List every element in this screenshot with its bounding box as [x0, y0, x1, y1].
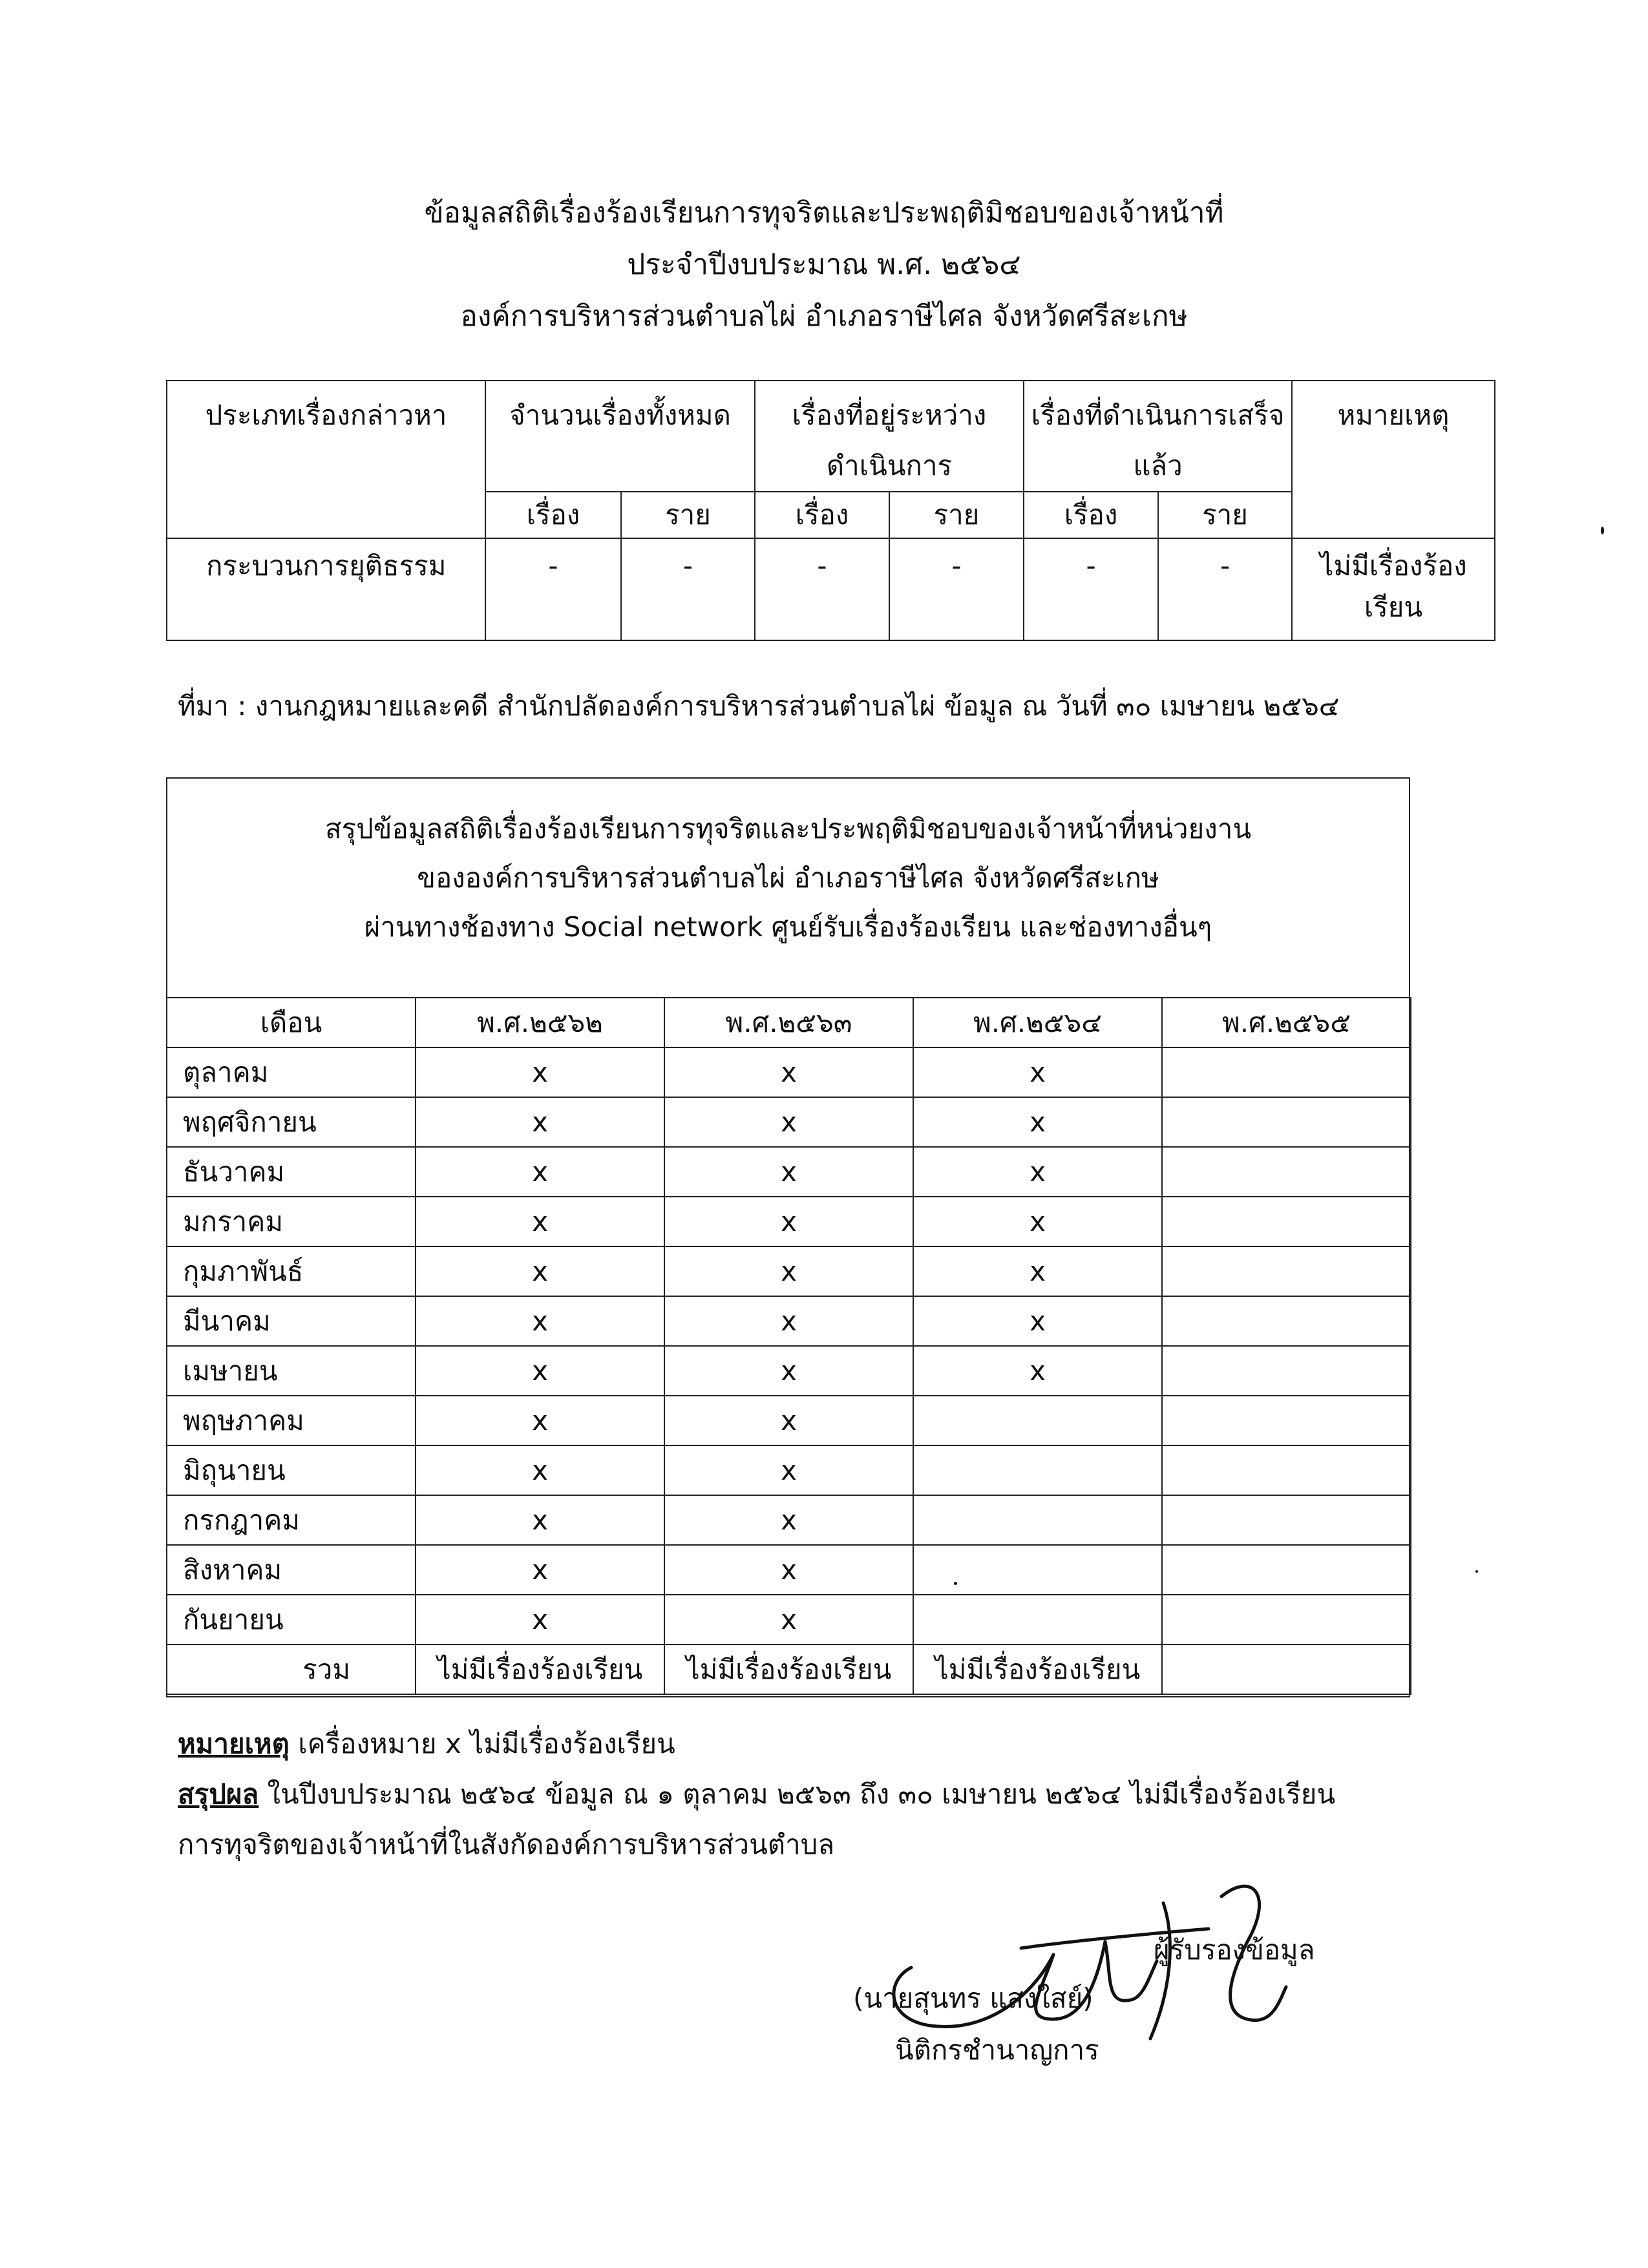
month-cell: พฤศจิกายน: [167, 1097, 416, 1147]
status-cell-2562: x: [416, 1097, 664, 1147]
status-cell-2562: x: [416, 1147, 664, 1197]
month-cell: ธันวาคม: [167, 1147, 416, 1197]
remark-line: [178, 1719, 1335, 1769]
status-cell-2563: x: [664, 1147, 913, 1197]
status-cell-2563: x: [664, 1595, 913, 1644]
document-title: [0, 187, 1648, 342]
status-cell-2563: x: [664, 1445, 913, 1495]
table-row: [167, 1296, 1411, 1346]
header-total: จำนวนเรื่องทั้งหมด: [485, 381, 755, 492]
table-row: [167, 1246, 1411, 1296]
total-row: [167, 1644, 1411, 1694]
status-cell-2563: x: [664, 1047, 913, 1097]
status-cell-2564: x: [913, 1246, 1162, 1296]
complaint-type-cell: กระบวนการยุติธรรม: [167, 538, 485, 640]
month-cell: สิงหาคม: [167, 1545, 416, 1595]
summary-title-line-2: ขององค์การบริหารส่วนตำบลไผ่ อำเภอราษีไศล จังหวัดศรีสะเกษ: [417, 862, 1159, 894]
scan-speck: [954, 1582, 957, 1585]
status-cell-2562: x: [416, 1495, 664, 1545]
status-cell-2565: [1162, 1197, 1411, 1246]
status-cell-2563: ไม่มีเรื่องร้องเรียน: [664, 1644, 913, 1694]
status-cell-2564: x: [913, 1147, 1162, 1197]
month-cell: พฤษภาคม: [167, 1396, 416, 1445]
month-cell: กันยายน: [167, 1595, 416, 1644]
table-row: [167, 1197, 1411, 1246]
monthly-summary-table: [166, 997, 1411, 1695]
month-cell: กุมภาพันธ์: [167, 1246, 416, 1296]
title-line-2: ประจำปีงบประมาณ พ.ศ. ๒๕๖๔: [627, 248, 1021, 281]
status-cell-2564: x: [913, 1197, 1162, 1246]
total-case-cell: -: [485, 538, 621, 640]
certifier-label: ผู้รับรองข้อมูล: [1154, 1934, 1315, 1966]
status-cell-2565: [1162, 1545, 1411, 1595]
status-cell-2564: [913, 1595, 1162, 1644]
status-cell-2562: x: [416, 1197, 664, 1246]
header-year-2565: พ.ศ.๒๕๖๕: [1162, 998, 1411, 1047]
done-person-cell: -: [1158, 538, 1292, 640]
title-line-3: องค์การบริหารส่วนตำบลไผ่ อำเภอราษีไศล จังหวัดศรีสะเกษ: [460, 300, 1188, 333]
table-row: [167, 1445, 1411, 1495]
status-cell-2565: [1162, 1047, 1411, 1097]
conclusion-line: [178, 1769, 1335, 1820]
header-month: เดือน: [167, 998, 416, 1047]
status-cell-2563: x: [664, 1495, 913, 1545]
status-cell-2565: [1162, 1495, 1411, 1545]
table-row: [167, 1595, 1411, 1644]
status-cell-2565: [1162, 1246, 1411, 1296]
status-cell-2564: ไม่มีเรื่องร้องเรียน: [913, 1644, 1162, 1694]
status-cell-2564: x: [913, 1296, 1162, 1346]
header-completed: เรื่องที่ดำเนินการเสร็จแล้ว: [1024, 381, 1292, 492]
status-cell-2565: [1162, 1595, 1411, 1644]
header-year-2562: พ.ศ.๒๕๖๒: [416, 998, 664, 1047]
summary-title-line-1: สรุปข้อมูลสถิติเรื่องร้องเรียนการทุจริตและประพฤติมิชอบของเจ้าหน้าที่หน่วยงาน: [324, 813, 1252, 845]
subheader-person: ราย: [889, 492, 1024, 538]
scan-speck: [1475, 1570, 1478, 1573]
status-cell-2564: [913, 1445, 1162, 1495]
status-cell-2564: x: [913, 1047, 1162, 1097]
status-cell-2565: [1162, 1445, 1411, 1495]
signer-name: (นายสุนทร แสงใสย์): [853, 1982, 1093, 2014]
status-cell-2564: x: [913, 1097, 1162, 1147]
month-cell: ตุลาคม: [167, 1047, 416, 1097]
signer-position: นิติกรชำนาญการ: [895, 2034, 1099, 2066]
conclusion-label: สรุปผล: [178, 1778, 259, 1810]
month-cell: มิถุนายน: [167, 1445, 416, 1495]
remark-text: เครื่องหมาย x ไม่มีเรื่องร้องเรียน: [289, 1728, 675, 1759]
status-cell-2564: [913, 1545, 1162, 1595]
header-remark: หมายเหตุ: [1292, 381, 1495, 538]
status-cell-2563: x: [664, 1296, 913, 1346]
table-row: [167, 1396, 1411, 1445]
table-row: [167, 1495, 1411, 1545]
status-cell-2565: [1162, 1097, 1411, 1147]
total-person-cell: -: [621, 538, 755, 640]
summary-title: [167, 804, 1409, 952]
status-cell-2565: [1162, 1396, 1411, 1445]
scan-speck: [1601, 527, 1604, 534]
table-row: [167, 1346, 1411, 1396]
table-row: [167, 1147, 1411, 1197]
complaint-statistics-table: [166, 380, 1495, 641]
month-cell: เมษายน: [167, 1346, 416, 1396]
status-cell-2563: x: [664, 1545, 913, 1595]
remark-cell: ไม่มีเรื่องร้องเรียน: [1292, 538, 1495, 640]
table-row: [167, 1545, 1411, 1595]
status-cell-2562: x: [416, 1545, 664, 1595]
status-cell-2565: [1162, 1644, 1411, 1694]
header-year-2563: พ.ศ.๒๕๖๓: [664, 998, 913, 1047]
status-cell-2563: x: [664, 1197, 913, 1246]
summary-title-line-3: ผ่านทางช้องทาง Social network ศูนย์รับเรื่องร้องเรียน และช่องทางอื่นๆ: [364, 911, 1212, 943]
status-cell-2564: [913, 1396, 1162, 1445]
table-row: [167, 538, 1495, 640]
status-cell-2562: x: [416, 1047, 664, 1097]
in-progress-person-cell: -: [889, 538, 1024, 640]
table-row: [167, 1097, 1411, 1147]
header-in-progress: เรื่องที่อยู่ระหว่างดำเนินการ: [755, 381, 1024, 492]
status-cell-2563: x: [664, 1346, 913, 1396]
status-cell-2565: [1162, 1296, 1411, 1346]
subheader-case: เรื่อง: [755, 492, 889, 538]
status-cell-2562: x: [416, 1296, 664, 1346]
header-complaint-type: ประเภทเรื่องกล่าวหา: [167, 381, 485, 538]
subheader-case: เรื่อง: [485, 492, 621, 538]
month-cell: กรกฎาคม: [167, 1495, 416, 1545]
status-cell-2562: x: [416, 1396, 664, 1445]
conclusion-line-2: การทุจริตของเจ้าหน้าที่ในสังกัดองค์การบริหารส่วนตำบล: [178, 1829, 835, 1860]
conclusion-text: ในปีงบประมาณ ๒๕๖๔ ข้อมูล ณ ๑ ตุลาคม ๒๕๖๓ ถึง ๓๐ เมษายน ๒๕๖๔ ไม่มีเรื่องร้องเรียน: [259, 1778, 1336, 1810]
title-line-1: ข้อมูลสถิติเรื่องร้องเรียนการทุจริตและประพฤติมิชอบของเจ้าหน้าที่: [424, 196, 1224, 229]
source-note: ที่มา : งานกฎหมายและคดี สำนักปลัดองค์การบริหารส่วนตำบลไผ่ ข้อมูล ณ วันที่ ๓๐ เมษายน ๒๕๖๔: [178, 690, 1340, 722]
month-cell: มีนาคม: [167, 1296, 416, 1346]
status-cell-2562: x: [416, 1595, 664, 1644]
header-year-2564: พ.ศ.๒๕๖๔: [913, 998, 1162, 1047]
table-row: [167, 1047, 1411, 1097]
status-cell-2563: x: [664, 1396, 913, 1445]
subheader-person: ราย: [621, 492, 755, 538]
status-cell-2565: [1162, 1147, 1411, 1197]
status-cell-2562: x: [416, 1246, 664, 1296]
in-progress-case-cell: -: [755, 538, 889, 640]
status-cell-2562: x: [416, 1346, 664, 1396]
status-cell-2562: x: [416, 1445, 664, 1495]
month-cell: มกราคม: [167, 1197, 416, 1246]
header-row: [167, 998, 1411, 1047]
remark-label: หมายเหตุ: [178, 1728, 290, 1759]
status-cell-2562: ไม่มีเรื่องร้องเรียน: [416, 1644, 664, 1694]
month-cell: รวม: [167, 1644, 416, 1694]
status-cell-2563: x: [664, 1097, 913, 1147]
done-case-cell: -: [1024, 538, 1158, 640]
status-cell-2564: x: [913, 1346, 1162, 1396]
subheader-case: เรื่อง: [1024, 492, 1158, 538]
subheader-person: ราย: [1158, 492, 1292, 538]
status-cell-2565: [1162, 1346, 1411, 1396]
status-cell-2564: [913, 1495, 1162, 1545]
status-cell-2563: x: [664, 1246, 913, 1296]
